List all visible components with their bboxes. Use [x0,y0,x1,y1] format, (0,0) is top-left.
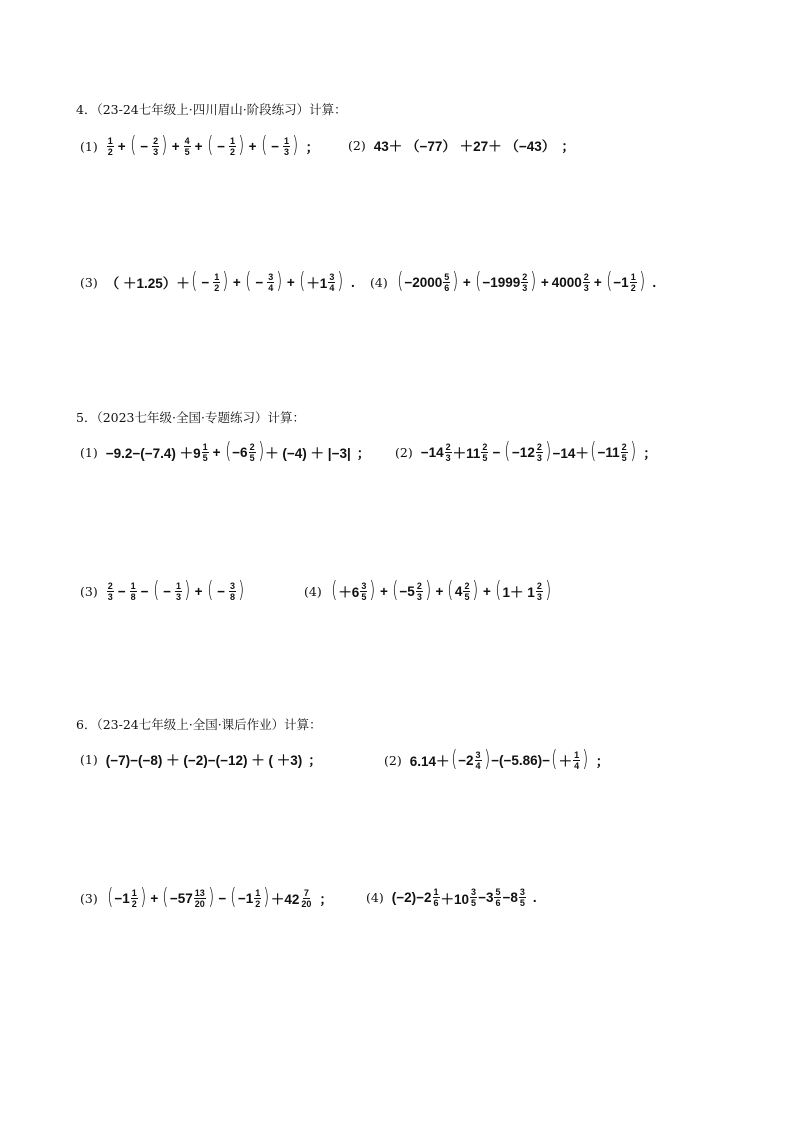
fraction-numerator: 3 [329,271,335,282]
paren: ) [238,578,245,603]
part-label: (4) [370,274,388,290]
operator: + [435,583,444,599]
fraction-numerator: 3 [471,887,477,897]
operator: + [593,274,602,290]
paren: ( [447,578,454,603]
paren: ( [162,885,169,910]
expression-text: −1999 [482,274,521,290]
fraction [583,272,590,293]
part-label: (3) [80,890,98,906]
operator: + [248,138,257,154]
operator: + [286,274,295,290]
paren: ( [504,439,511,464]
fraction-numerator: 3 [361,580,367,591]
paren: ) [530,269,537,294]
paren: ) [472,578,479,603]
fraction-denominator: 6 [495,898,501,908]
terminator: ； [319,892,333,907]
fraction-numerator: 1 [130,580,136,591]
part-label: (1) [80,138,98,154]
paren: ) [257,439,264,464]
fraction-denominator: 2 [131,898,137,909]
part-label: (3) [80,583,98,599]
expression-text: −1 [613,274,629,290]
operator: + [212,444,221,460]
operator: + [194,138,203,154]
paren: ) [452,269,459,294]
fraction [130,581,137,602]
terminator: ； [595,754,610,769]
operator: − [217,138,225,154]
fraction [481,442,488,463]
problem-4-part-1 [80,135,319,157]
fraction-denominator: 3 [176,591,182,602]
fraction [475,750,482,771]
expression-text: ＋10 [440,891,470,907]
fraction [360,581,367,602]
paren: ) [629,439,636,464]
fraction-denominator: 3 [536,452,542,463]
fraction-numerator: 1 [630,271,636,282]
problem-6-part-2 [384,749,609,771]
expression-text: −14＋ [552,446,589,461]
fraction-denominator: 3 [445,452,451,463]
fraction [328,272,335,293]
problem-5-part-3 [80,580,246,602]
paren: ) [639,269,646,294]
fraction [267,272,274,293]
fraction-denominator: 3 [536,591,542,602]
fraction [300,888,312,909]
paren: ) [184,578,191,603]
fraction-numerator: 1 [202,441,208,452]
paren: ) [292,133,299,158]
part-label: (3) [80,274,98,290]
paren: ( [206,133,213,158]
operator: + [483,583,491,599]
operator: − [255,274,264,290]
fraction [433,887,440,908]
fraction-numerator: 1 [176,580,182,591]
expression-text: −8 [502,890,518,905]
fraction [249,442,256,463]
expression-text: −2 [458,752,474,768]
fraction-numerator: 1 [283,135,289,146]
paren: ( [590,439,597,464]
expression-text: (−7)−(−8) ＋ (−2)−(−12) ＋ ( ＋3) [105,753,303,768]
fraction-numerator: 2 [107,580,113,591]
fraction-denominator: 6 [444,282,450,293]
paren: ( [331,578,338,603]
problem-6-part-4 [366,887,537,908]
operator: − [163,583,172,599]
expression-text: ＋6 [338,585,360,600]
fraction-numerator: 5 [444,271,450,282]
fraction-numerator: 1 [255,887,261,898]
operator: + [540,274,549,290]
fraction-numerator: 2 [416,580,422,591]
paren: ) [483,747,490,772]
operator: − [218,890,227,906]
paren: ( [260,133,267,158]
paren: ( [605,269,613,294]
operator: − [201,274,210,290]
expression-text: −6 [232,444,248,460]
fraction [175,581,182,602]
expression-text: −11 [597,444,620,460]
problem-4-part-4 [370,271,656,293]
fraction [621,442,628,463]
paren: ( [230,885,237,910]
paren: ( [152,578,159,603]
problem-6-part-1 [80,749,322,769]
fraction [536,442,543,463]
problem-6-part-3 [80,887,333,909]
paren: ( [129,133,136,158]
fraction-denominator: 8 [130,591,136,602]
fraction-denominator: 4 [574,760,580,771]
operator: + [379,583,388,599]
fraction-denominator: 4 [475,760,481,771]
fraction-numerator: 1 [107,135,113,146]
fraction-numerator: 2 [153,135,159,146]
part-label: (2) [384,752,402,768]
fraction [470,887,477,908]
fraction-denominator: 3 [283,146,289,157]
fraction-numerator: 1 [131,887,137,898]
fraction [202,442,209,463]
expression-text: −9.2−(−7.4) ＋9 [105,446,201,461]
terminator: . [652,274,657,290]
fraction-numerator: 1 [230,135,236,146]
fraction-denominator: 2 [107,146,113,157]
fraction-numerator: 3 [519,887,525,897]
paren: ( [107,885,114,910]
fraction-numerator: 13 [194,887,205,898]
paren: ) [276,269,283,294]
fraction-numerator: 2 [482,441,488,452]
expression-text: 4 [454,583,463,599]
paren: ) [208,885,215,910]
fraction-numerator: 3 [268,271,274,282]
fraction-numerator: 3 [475,749,481,760]
fraction-denominator: 20 [194,898,205,909]
part-label: (1) [80,751,98,767]
part-label: (2) [395,444,413,460]
operator: − [271,138,279,154]
fraction-denominator: 2 [214,282,220,293]
paren: ( [191,269,198,294]
fraction-denominator: 2 [230,146,236,157]
fraction [254,888,261,909]
expression-text: 6.14＋ [409,754,450,769]
part-label: (2) [348,137,366,153]
expression-text: −57 [169,890,193,906]
fraction-numerator: 1 [574,749,580,760]
fraction [536,581,543,602]
paren: ) [425,578,432,603]
fraction-numerator: 2 [522,271,528,282]
operator: + [117,138,126,154]
fraction [229,581,236,602]
fraction-numerator: 1 [433,887,439,897]
fraction-denominator: 5 [471,898,477,908]
fraction-denominator: 20 [301,898,312,909]
paren: ( [299,269,306,294]
fraction-numerator: 2 [249,441,255,452]
expression-text: ＋11 [452,446,481,461]
fraction-denominator: 2 [630,282,636,293]
paren: ) [161,133,168,158]
expression-text: −1 [114,890,130,906]
fraction-numerator: 2 [464,580,470,591]
paren: ) [140,885,147,910]
paren: ) [545,578,552,603]
fraction [519,887,526,908]
fraction-numerator: 1 [214,271,220,282]
fraction [463,581,470,602]
operator: + [194,583,203,599]
fraction-denominator: 2 [255,898,261,909]
fraction [445,442,452,463]
expression-text: 1＋ 1 [502,585,535,600]
problem-5-part-2 [395,441,657,463]
fraction [283,136,290,157]
fraction-numerator: 2 [445,441,451,452]
problem-4-title: 4．（23-24七年级上·四川眉山·阶段练习）计算： [76,102,347,117]
fraction-denominator: 4 [329,282,335,293]
operator: − [117,583,126,599]
fraction [630,272,637,293]
fraction [494,887,501,908]
fraction-denominator: 3 [107,591,113,602]
problem-5-part-1 [80,441,370,463]
paren: ) [545,439,552,464]
paren: ) [263,885,270,910]
paren: ) [222,269,229,294]
terminator: ； [305,140,320,155]
fraction-denominator: 5 [519,898,525,908]
fraction [573,750,580,771]
paren: ( [551,747,558,772]
part-label: (4) [366,890,384,905]
fraction-denominator: 5 [202,452,208,463]
problem-5-part-4 [304,580,552,602]
part-label: (1) [80,444,98,460]
part-label: (4) [304,583,322,599]
fraction-numerator: 7 [303,887,309,898]
fraction [229,136,236,157]
expression-text: −5 [399,583,415,599]
fraction [521,272,528,293]
expression-text: ＋ [558,754,573,769]
expression-text: ＋ (−4) ＋ |−3| [265,446,351,461]
expression-text: （ ＋1.25）＋ [105,276,190,291]
fraction-denominator: 3 [583,282,589,293]
paren: ) [369,578,376,603]
fraction [194,888,206,909]
paren: ( [450,747,457,772]
expression-text: 43＋ （−77） ＋27＋ （−43） [373,139,556,154]
operator: − [140,583,149,599]
paren: ( [495,578,502,603]
fraction-denominator: 6 [433,898,439,908]
terminator: ； [308,753,322,768]
expression-text: ＋42 [270,892,300,907]
fraction-numerator: 2 [536,441,542,452]
expression-text: ＋1 [306,276,328,291]
paren: ( [245,269,252,294]
fraction-numerator: 3 [230,580,236,591]
fraction-numerator: 5 [495,887,501,897]
expression-text: −14 [420,444,444,460]
fraction-denominator: 5 [464,591,470,602]
operator: + [171,138,180,154]
expression-text: (−2)−2 [391,890,432,905]
terminator: ； [561,139,575,154]
fraction-denominator: 5 [249,452,255,463]
paren: ( [475,269,482,294]
problem-5-title: 5．（2023七年级·全国·专题练习）计算： [76,410,305,425]
operator: + [150,890,159,906]
operator: + [232,274,241,290]
fraction-denominator: 5 [621,452,627,463]
problem-4-part-3 [80,271,355,293]
fraction [416,581,423,602]
paren: ( [206,578,213,603]
expression-text: −3 [478,890,494,905]
fraction-denominator: 5 [361,591,367,602]
terminator: ； [643,446,657,461]
fraction [131,888,138,909]
paren: ( [392,578,399,603]
operator: − [217,583,225,599]
paren: ) [238,133,245,158]
fraction [152,136,159,157]
fraction-numerator: 2 [621,441,627,452]
expression-text: −(−5.86)− [491,752,551,768]
fraction [443,272,450,293]
expression-text: −2000 [404,274,443,290]
terminator: . [350,274,355,290]
paren: ( [224,439,231,464]
fraction-denominator: 3 [416,591,422,602]
fraction-numerator: 2 [583,271,589,282]
problem-4-part-2 [348,135,575,155]
fraction-denominator: 8 [230,591,236,602]
fraction-numerator: 4 [184,135,190,146]
fraction [184,136,191,157]
fraction-numerator: 2 [536,580,542,591]
operator: − [140,138,149,154]
expression-text: −12 [511,444,535,460]
fraction-denominator: 4 [268,282,274,293]
problem-6-title: 6．（23-24七年级上·全国·课后作业）计算： [76,717,322,732]
fraction-denominator: 3 [522,282,528,293]
fraction [107,136,114,157]
terminator: . [532,890,537,905]
paren: ) [582,747,589,772]
expression-text: 4000 [551,274,582,290]
fraction [107,581,114,602]
fraction [213,272,220,293]
expression-text: −1 [237,890,254,906]
paren: ( [397,269,404,294]
terminator: ； [356,446,371,461]
fraction-denominator: 3 [153,146,159,157]
operator: + [462,274,471,290]
fraction-denominator: 5 [184,146,190,157]
operator: − [492,444,501,460]
fraction-denominator: 5 [482,452,488,463]
paren: ) [337,269,344,294]
